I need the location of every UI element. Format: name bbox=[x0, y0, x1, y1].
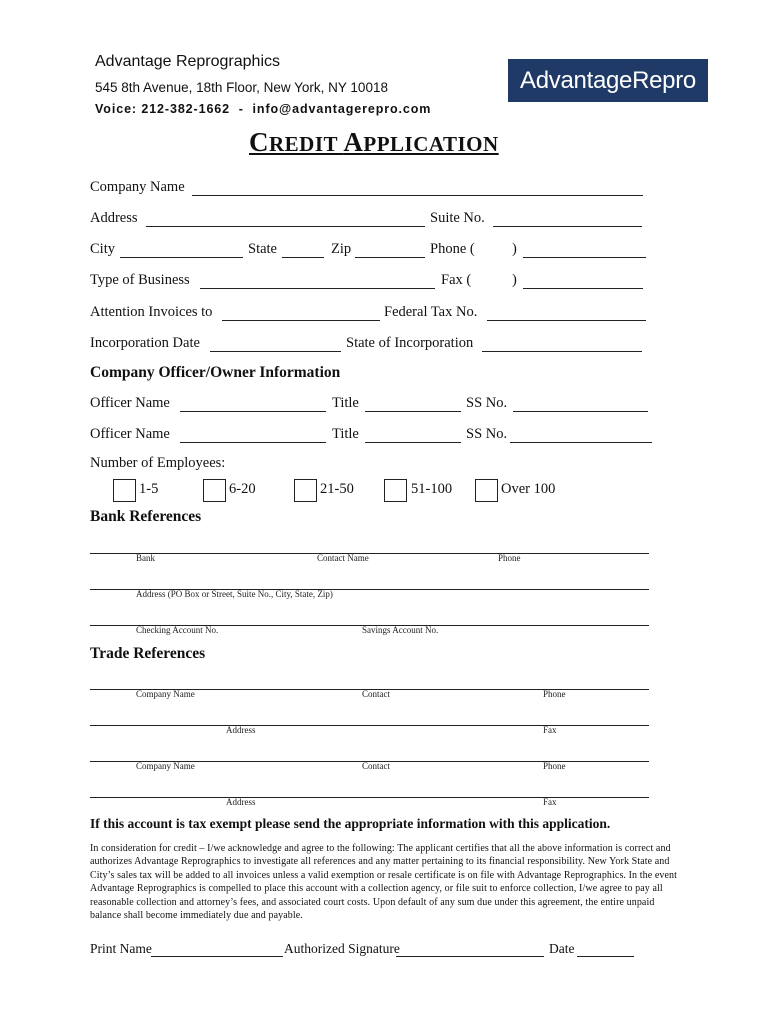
officer-title-field-1[interactable] bbox=[365, 411, 461, 412]
fax-label: Fax ( bbox=[441, 272, 472, 288]
ss-no-field-2[interactable] bbox=[510, 442, 652, 443]
fax-field[interactable] bbox=[523, 288, 643, 289]
tax-exempt-note: If this account is tax exempt please send the appropriate information with this application. bbox=[90, 816, 611, 831]
type-of-business-label: Type of Business bbox=[90, 272, 190, 288]
trade-fax-label-2: Fax bbox=[543, 797, 557, 807]
title-cap-a: A bbox=[343, 127, 364, 157]
advantage-repro-logo: AdvantageRepro bbox=[508, 59, 708, 102]
officer-title-label-2: Title bbox=[332, 426, 359, 442]
officer-section-heading: Company Officer/Owner Information bbox=[90, 364, 341, 381]
title-rest-1: REDIT bbox=[269, 132, 344, 156]
trade-fax-label-1: Fax bbox=[543, 725, 557, 735]
attention-invoices-field[interactable] bbox=[222, 320, 380, 321]
trade-address-label-1: Address bbox=[226, 725, 256, 735]
authorized-signature-field[interactable] bbox=[396, 956, 544, 957]
federal-tax-label: Federal Tax No. bbox=[384, 304, 478, 320]
print-name-label: Print Name bbox=[90, 941, 152, 956]
savings-account-label: Savings Account No. bbox=[362, 625, 439, 635]
officer-name-label-2: Officer Name bbox=[90, 426, 170, 442]
address-field[interactable] bbox=[146, 226, 425, 227]
title-cap-c: C bbox=[249, 127, 269, 157]
trade-line-4[interactable] bbox=[90, 797, 649, 798]
type-of-business-field[interactable] bbox=[200, 288, 435, 289]
state-of-incorporation-label: State of Incorporation bbox=[346, 335, 474, 351]
date-label: Date bbox=[549, 941, 575, 956]
suite-no-field[interactable] bbox=[493, 226, 642, 227]
company-name-label: Company Name bbox=[90, 179, 185, 195]
page-title bbox=[249, 127, 499, 158]
attention-invoices-label: Attention Invoices to bbox=[90, 304, 213, 320]
ss-no-label-1: SS No. bbox=[466, 395, 508, 411]
officer-title-field-2[interactable] bbox=[365, 442, 461, 443]
num-employees-label: Number of Employees: bbox=[90, 455, 226, 471]
bank-contact-name-label: Contact Name bbox=[317, 553, 369, 563]
state-field[interactable] bbox=[282, 257, 324, 258]
employees-51-100-checkbox[interactable] bbox=[384, 479, 407, 502]
bank-section-heading: Bank References bbox=[90, 508, 202, 525]
employees-over-100-label: Over 100 bbox=[501, 481, 556, 497]
bank-phone-label: Phone bbox=[498, 553, 521, 563]
title-rest-2: PPLICATION bbox=[363, 132, 499, 156]
incorporation-date-field[interactable] bbox=[210, 351, 341, 352]
employees-1-5-checkbox[interactable] bbox=[113, 479, 136, 502]
employees-21-50-checkbox[interactable] bbox=[294, 479, 317, 502]
print-name-field[interactable] bbox=[151, 956, 283, 957]
trade-company-name-label-2: Company Name bbox=[136, 761, 195, 771]
trade-company-name-label-1: Company Name bbox=[136, 689, 195, 699]
officer-name-field-2[interactable] bbox=[180, 442, 326, 443]
federal-tax-field[interactable] bbox=[487, 320, 646, 321]
trade-line-2[interactable] bbox=[90, 725, 649, 726]
incorporation-date-label: Incorporation Date bbox=[90, 335, 200, 351]
address-label: Address bbox=[90, 210, 138, 226]
trade-phone-label-1: Phone bbox=[543, 689, 566, 699]
trade-phone-label-2: Phone bbox=[543, 761, 566, 771]
employees-21-50-label: 21-50 bbox=[320, 481, 354, 497]
employees-1-5-label: 1-5 bbox=[139, 481, 159, 497]
terms-paragraph: In consideration for credit – I/we acknowledge and agree to the following: The applicant certifies that all the above information is correct and authorizes Advantage Reprographics to investigate all references and any matter pertaining to its financial responsibility. New York State and City’s sales tax will be added to all invoices unless a valid exemption or resale certificate is on file with Advantage Reprographics. In the event Advantage Reprographics is compelled to place this account with a collection agency, or file suit to enforce collection, I/we agree to pay all reasonable collection and attorney’s fees, and associated court costs. Upon default of any sum due under this agreement, the entire unpaid balance shall become immediately due and payable. bbox=[90, 843, 678, 922]
employees-51-100-label: 51-100 bbox=[411, 481, 453, 497]
phone-label: Phone ( bbox=[430, 241, 475, 257]
authorized-signature-label: Authorized Signature bbox=[284, 941, 400, 956]
bank-label: Bank bbox=[136, 553, 155, 563]
officer-name-field-1[interactable] bbox=[180, 411, 326, 412]
zip-field[interactable] bbox=[355, 257, 425, 258]
checking-account-label: Checking Account No. bbox=[136, 625, 219, 635]
city-field[interactable] bbox=[120, 257, 243, 258]
fax-paren-close: ) bbox=[512, 272, 517, 288]
state-of-incorporation-field[interactable] bbox=[482, 351, 642, 352]
company-contact-header: Voice: 212-382-1662 - info@advantagerepro.com bbox=[95, 102, 432, 116]
trade-address-label-2: Address bbox=[226, 797, 256, 807]
company-name-field[interactable] bbox=[192, 195, 643, 196]
phone-paren-close: ) bbox=[512, 241, 517, 257]
state-label: State bbox=[248, 241, 277, 257]
phone-field[interactable] bbox=[523, 257, 646, 258]
ss-no-field-1[interactable] bbox=[513, 411, 648, 412]
trade-section-heading: Trade References bbox=[90, 645, 206, 662]
employees-6-20-checkbox[interactable] bbox=[203, 479, 226, 502]
company-address-header: 545 8th Avenue, 18th Floor, New York, NY 10018 bbox=[95, 80, 388, 95]
officer-title-label-1: Title bbox=[332, 395, 359, 411]
employees-6-20-label: 6-20 bbox=[229, 481, 256, 497]
suite-no-label: Suite No. bbox=[430, 210, 485, 226]
employees-over-100-checkbox[interactable] bbox=[475, 479, 498, 502]
city-label: City bbox=[90, 241, 115, 257]
date-field[interactable] bbox=[577, 956, 634, 957]
bank-line-1[interactable] bbox=[90, 553, 649, 554]
officer-name-label-1: Officer Name bbox=[90, 395, 170, 411]
trade-contact-label-1: Contact bbox=[362, 689, 390, 699]
zip-label: Zip bbox=[331, 241, 352, 257]
bank-address-label: Address (PO Box or Street, Suite No., City, State, Zip) bbox=[136, 589, 333, 599]
trade-contact-label-2: Contact bbox=[362, 761, 390, 771]
ss-no-label-2: SS No. bbox=[466, 426, 508, 442]
company-name-header: Advantage Reprographics bbox=[95, 53, 281, 70]
